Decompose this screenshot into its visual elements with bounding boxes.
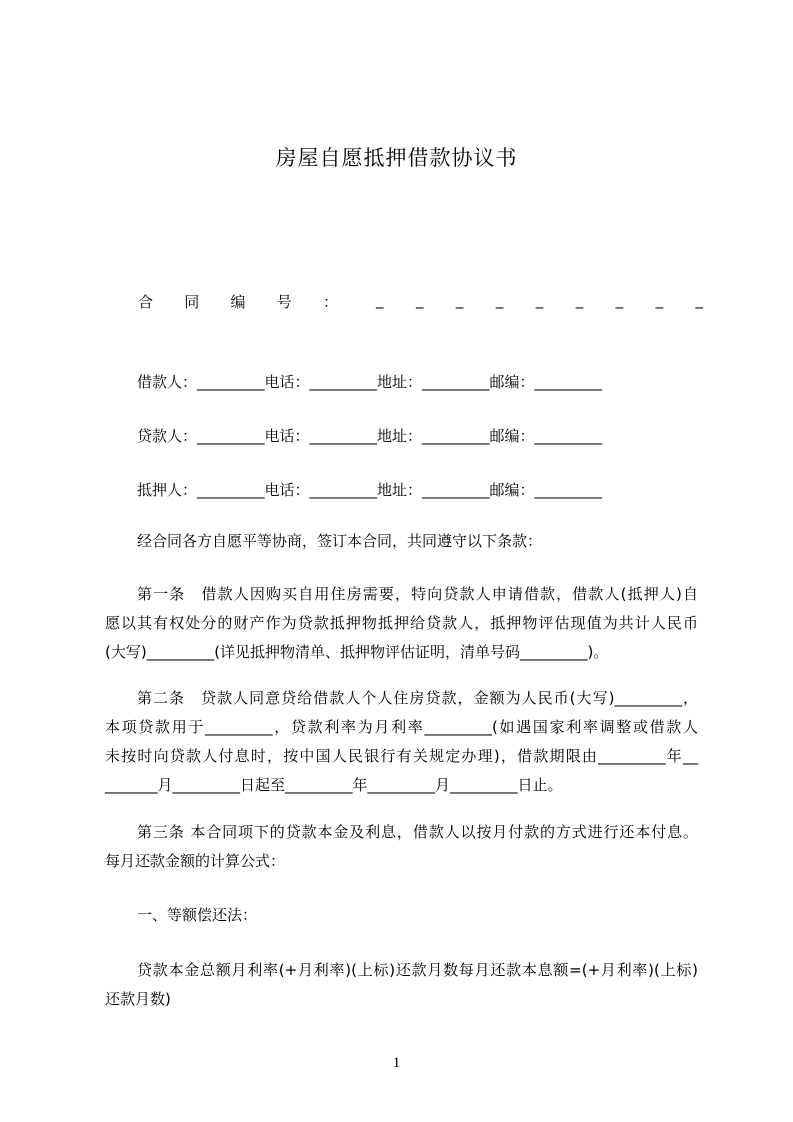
article-3: 第三条 本合同项下的贷款本金及利息，借款人以按月付款的方式进行还本付息。 每月还款金额的计算公式： xyxy=(105,823,698,870)
contract-number-label: 合 同 编 号 ： xyxy=(138,293,338,311)
method-1-heading: 一、等额偿还法： xyxy=(137,906,258,924)
mortgagor-line: 抵押人：_________电话：_________地址：_________邮编：_________ xyxy=(137,481,603,499)
formula-paragraph: 贷款本金总额月利率(+月利率)(上标)还款月数每月还款本息额=(+月利率)(上标) 还款月数) xyxy=(105,961,698,1008)
contract-number-blank: _ _ _ _ _ _ _ _ _ xyxy=(376,291,703,309)
article-2: 第二条 贷款人同意贷给借款人个人住房贷款，金额为人民币(大写)_________， 本项贷款用于_________，贷款利率为月利率_________(如遇国家利率调整或借款人 未按时向贷款人付息时，按中国人民银行有关规定办理)，借款期限由_________年__ _______月_________日起至_________年_________月_________日止。 xyxy=(105,689,698,794)
intro-paragraph: 经合同各方自愿平等协商，签订本合同，共同遵守以下条款： xyxy=(137,532,543,550)
lender-line: 贷款人：_________电话：_________地址：_________邮编：_________ xyxy=(137,427,603,445)
page-number: 1 xyxy=(392,1055,401,1071)
article-1: 第一条 借款人因购买自用住房需要，特向贷款人申请借款，借款人(抵押人)自 愿以其有权处分的财产作为贷款抵押物抵押给贷款人，抵押物评估现值为共计人民币 (大写)_________(详见抵押物清单、抵押物评估证明，清单号码_________)。 xyxy=(105,585,698,661)
document-title: 房屋自愿抵押借款协议书 xyxy=(275,146,518,170)
borrower-line: 借款人：_________电话：_________地址：_________邮编：_________ xyxy=(137,373,603,391)
